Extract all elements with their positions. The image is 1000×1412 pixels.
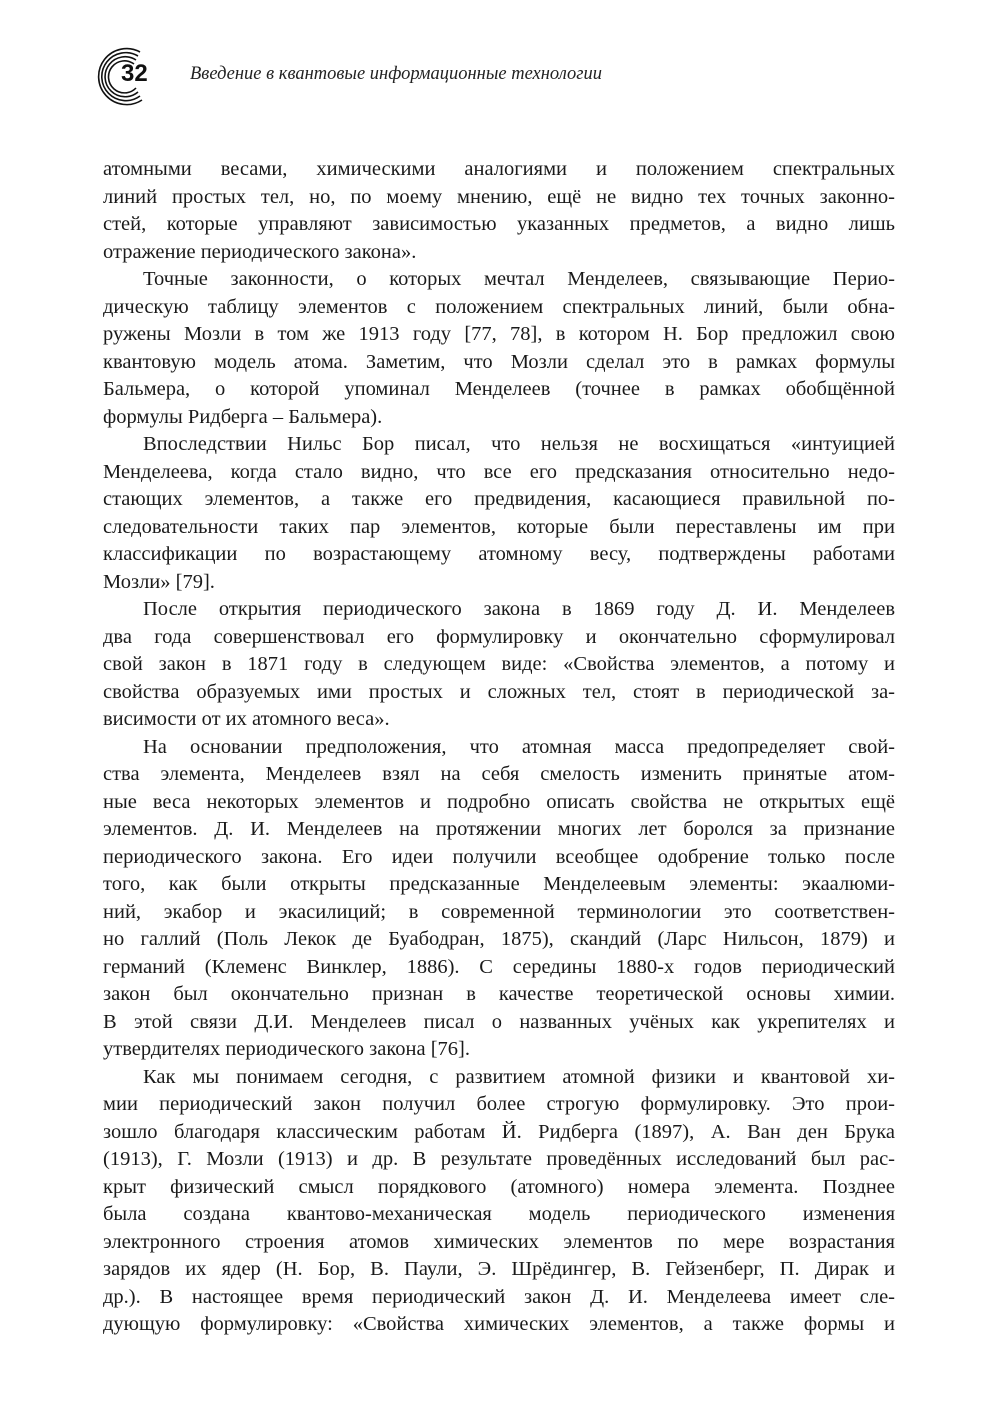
text-line: Точные законности, о которых мечтал Менделеев, связывающие Перио- [143, 268, 895, 290]
paragraph [103, 266, 895, 431]
text-line: ний, экабор и экасилиций; в современной терминологии это соответствен- [103, 900, 895, 923]
text-line: крыт физический смысл порядкового (атомного) номера элемента. Позднее [103, 1175, 895, 1198]
text-line: Мозли» [79]. [103, 570, 215, 593]
text-line: Бальмера, о которой упоминал Менделеев (точнее в рамках обобщённой [103, 378, 895, 400]
text-line: отражение периодического закона». [103, 240, 417, 263]
text-line: др.). В настоящее время периодический закон Д. И. Менделеева имеет сле- [103, 1285, 895, 1308]
text-line: германий (Клеменс Винклер, 1886). С середины 1880-х годов периодический [103, 955, 895, 978]
text-line: стей, которые управляют зависимостью указанных предметов, а видно лишь [103, 213, 895, 235]
body-text [103, 156, 895, 1339]
paragraph [103, 1064, 895, 1339]
text-line: линий простых тел, но, по моему мнению, ещё не видно тех точных законно- [103, 185, 895, 208]
text-line: но галлий (Поль Лекок де Буабодран, 1875), скандий (Ларс Нильсон, 1879) и [103, 928, 895, 950]
text-line: закон был окончательно признан в качестве теоретической основы химии. [103, 983, 895, 1005]
paragraph [103, 734, 895, 1064]
paragraph [103, 596, 895, 734]
text-line: зарядов их ядер (Н. Бор, В. Паули, Э. Шрёдингер, В. Гейзенберг, П. Дирак и [103, 1258, 895, 1280]
text-line: (1913), Г. Мозли (1913) и др. В результате проведённых исследований был рас- [103, 1148, 895, 1170]
text-line: формулы Ридберга – Бальмера). [103, 405, 383, 428]
page-header [96, 44, 696, 114]
paragraph [103, 431, 895, 596]
text-line: классификации по возрастающему атомному весу, подтверждены работами [103, 543, 895, 565]
text-line: дическую таблицу элементов с положением спектральных линий, были обна- [103, 295, 895, 318]
text-line: электронного строения атомов химических элементов по мере возрастания [103, 1230, 895, 1253]
paragraph [103, 156, 895, 266]
running-title: Введение в квантовые информационные технологии [190, 64, 602, 84]
text-line: атомными весами, химическими аналогиями и положением спектральных [103, 158, 895, 180]
text-line: квантовую модель атома. Заметим, что Мозли сделал это в рамках формулы [103, 350, 895, 373]
text-line: На основании предположения, что атомная масса предопределяет свой- [143, 735, 895, 758]
text-line: После открытия периодического закона в 1869 году Д. И. Менделеев [143, 598, 895, 620]
text-line: элементов. Д. И. Менделеев на протяжении многих лет боролся за признание [103, 818, 895, 840]
page-number: 32 [121, 60, 148, 87]
text-line: утвердителях периодического закона [76]. [103, 1038, 470, 1060]
text-line: ружены Мозли в том же 1913 году [77, 78], в котором Н. Бор предложил свою [103, 323, 895, 345]
text-line: два года совершенствовал его формулировку и окончательно сформулировал [103, 625, 895, 648]
text-line: висимости от их атомного веса». [103, 708, 390, 730]
text-line: свой закон в 1871 году в следующем виде: «Свойства элементов, а потому и [103, 653, 895, 675]
text-line: Как мы понимаем сегодня, с развитием атомной физики и квантовой хи- [143, 1065, 895, 1088]
text-line: мии периодический закон получил более строгую формулировку. Это прои- [103, 1093, 895, 1115]
text-line: зошло благодаря классическим работам Й. Ридберга (1897), А. Ван ден Брука [103, 1120, 895, 1143]
text-line: была создана квантово-механическая модель периодического изменения [103, 1203, 895, 1225]
text-line: того, как были открыты предсказанные Менделеевым элементы: экаалюми- [103, 873, 895, 895]
text-line: В этой связи Д.И. Менделеев писал о названных учёных как укрепителях и [103, 1010, 895, 1033]
text-line: дующую формулировку: «Свойства химических элементов, а также формы и [103, 1313, 895, 1335]
text-line: Менделеева, когда стало видно, что все его предсказания относительно недо- [103, 460, 895, 483]
text-line: Впоследствии Нильс Бор писал, что нельзя не восхищаться «интуицией [143, 433, 895, 455]
text-line: ные веса некоторых элементов и подробно описать свойства не открытых ещё [103, 790, 895, 813]
text-line: периодического закона. Его идеи получили всеобщее одобрение только после [103, 845, 895, 868]
text-line: стающих элементов, а также его предвидения, касающиеся правильной по- [103, 488, 895, 510]
text-line: следовательности таких пар элементов, которые были переставлены им при [103, 515, 895, 538]
text-line: свойства образуемых ими простых и сложных тел, стоят в периодической за- [103, 680, 895, 703]
text-line: ства элемента, Менделеев взял на себя смелость изменить принятые атом- [103, 763, 895, 785]
